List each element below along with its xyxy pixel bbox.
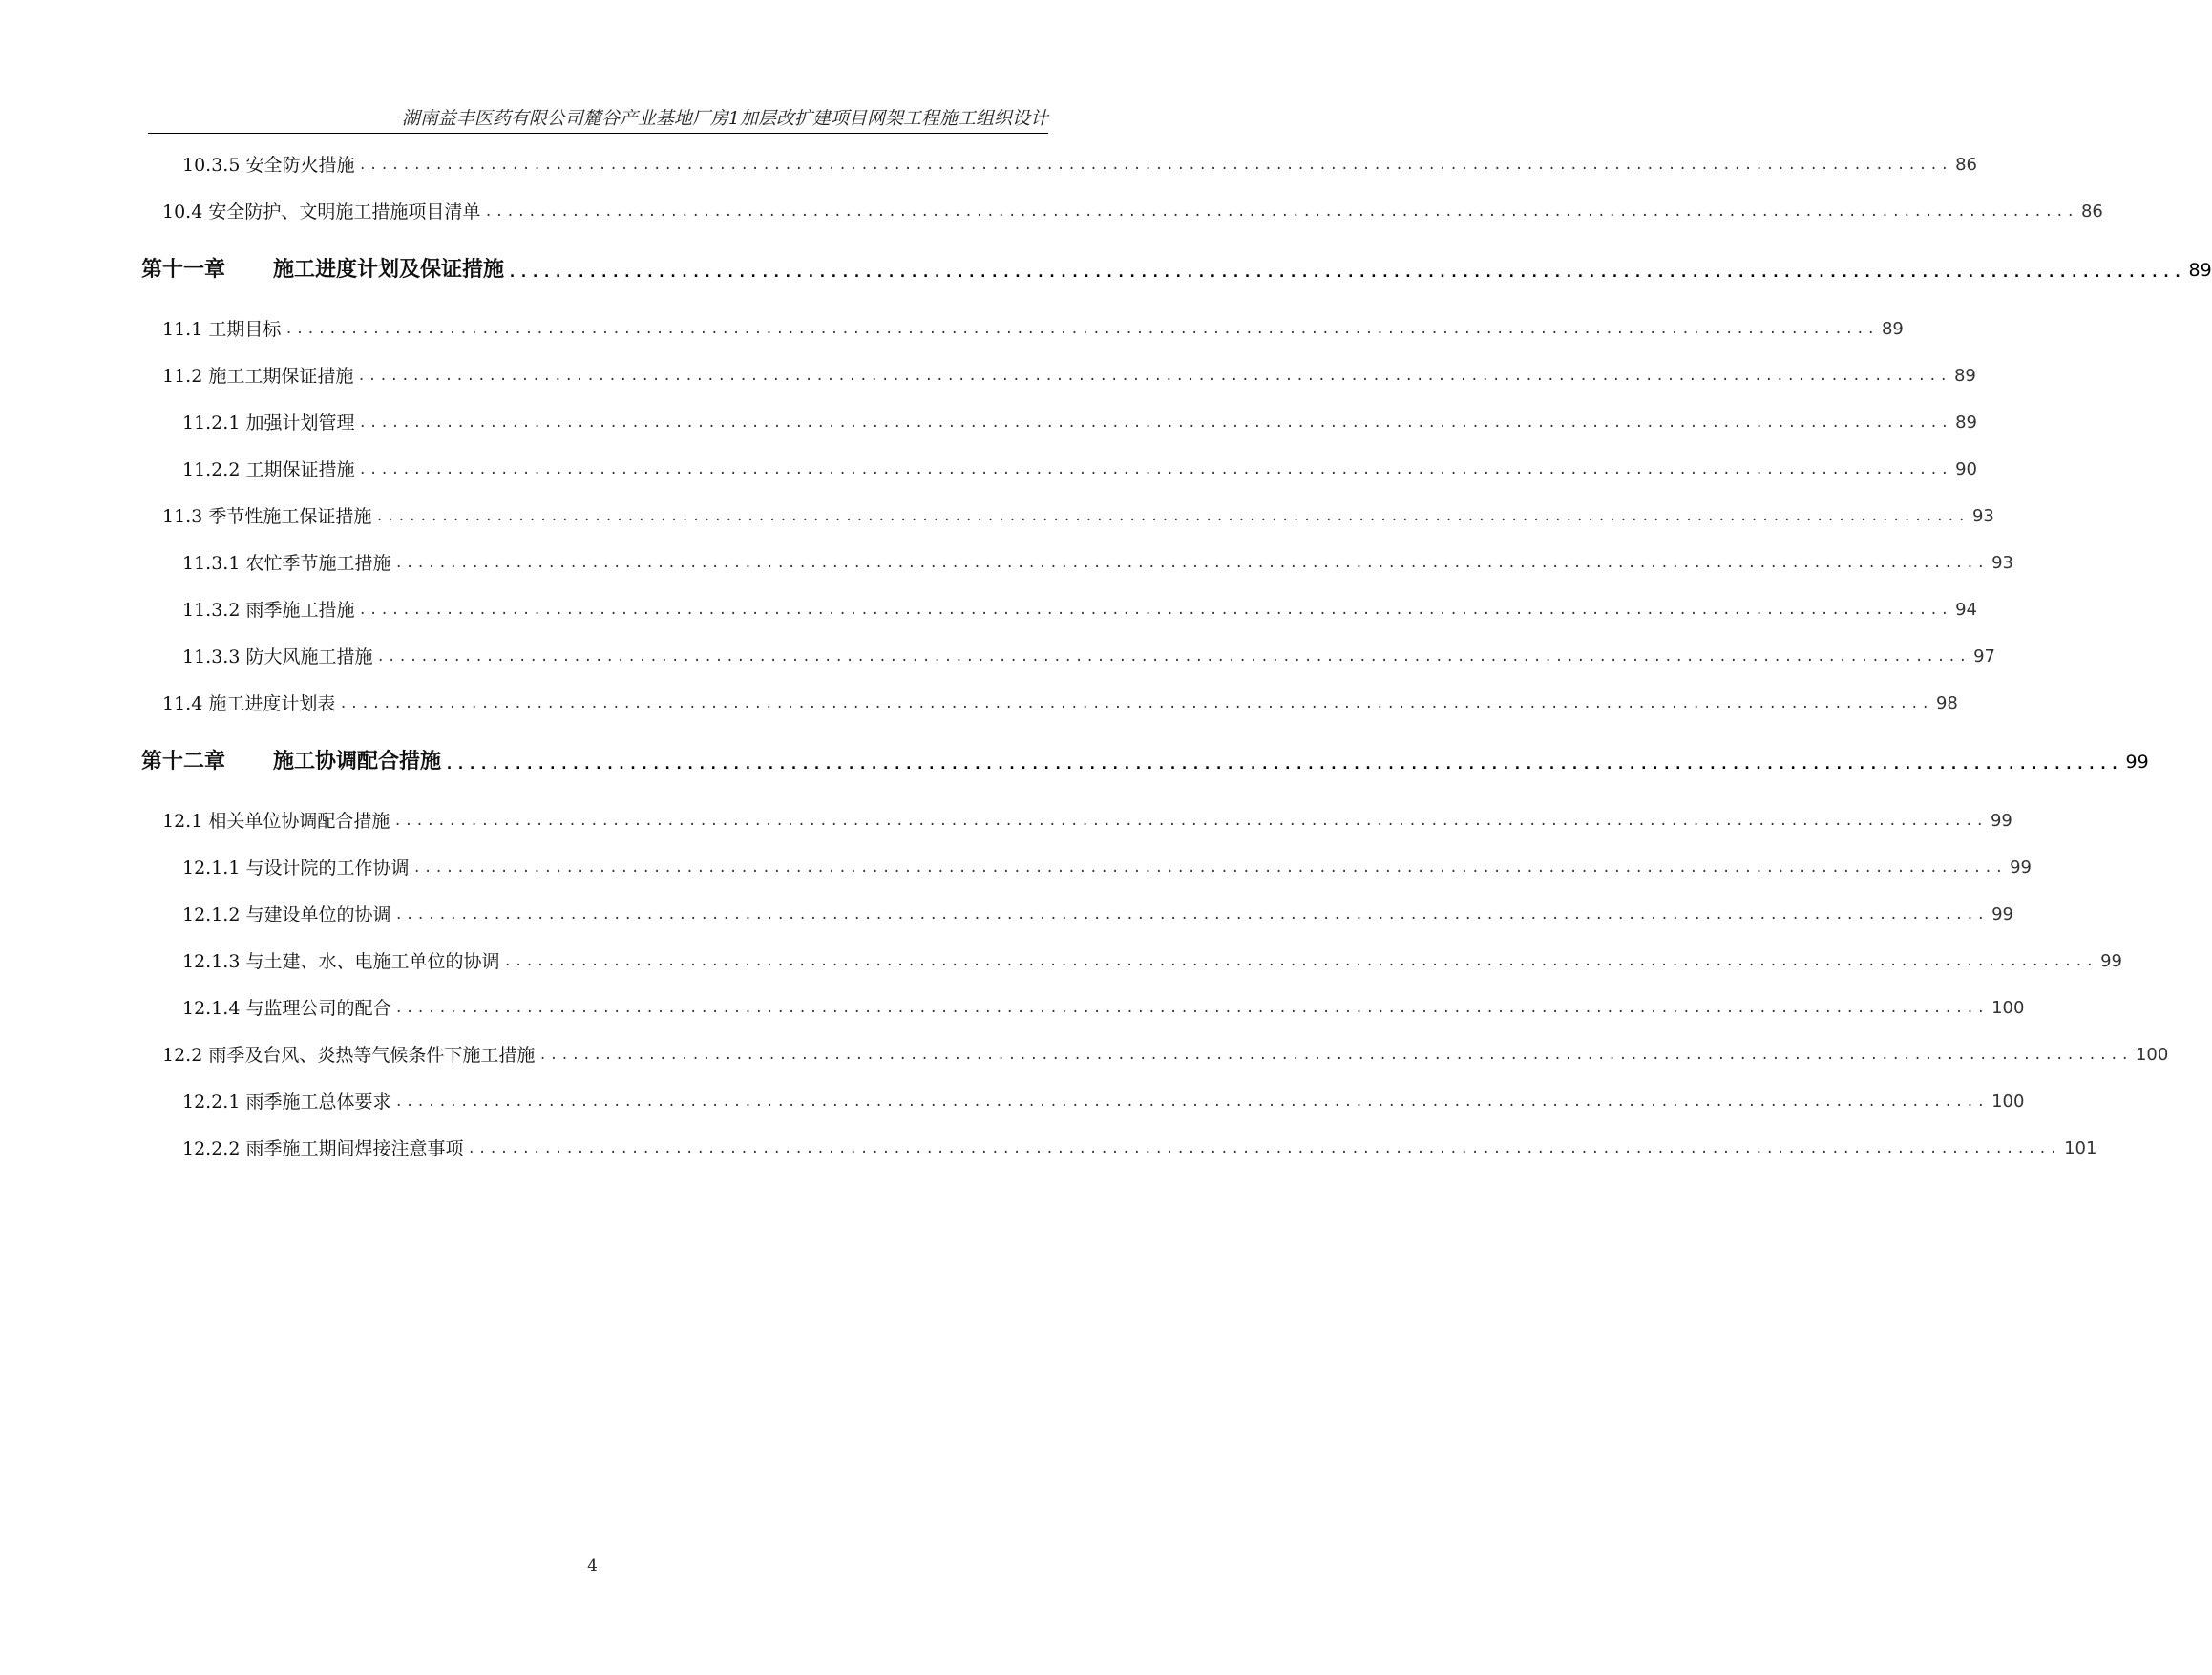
toc-page-number: 100 xyxy=(2135,1045,2169,1065)
toc-entry[interactable] xyxy=(182,551,2013,576)
toc-entry[interactable] xyxy=(162,691,1958,716)
toc-dot-leader: .................................................................................................................................................. xyxy=(375,509,1969,524)
toc-entry-label: 12.1.4 与监理公司的配合 xyxy=(182,998,391,1019)
toc-chapter-title: 施工协调配合措施 xyxy=(273,750,442,774)
toc-entry-label: 11.2 施工工期保证措施 xyxy=(162,366,354,387)
toc-entry[interactable] xyxy=(162,504,1994,529)
toc-entry-label: 12.1.3 与土建、水、电施工单位的协调 xyxy=(182,951,500,972)
toc-page-number: 99 xyxy=(1990,811,2012,831)
toc-entry-label: 11.3 季节性施工保证措施 xyxy=(162,506,372,527)
toc-dot-leader: .................................................................................................................................................. xyxy=(394,907,1989,922)
page-number: 4 xyxy=(587,1557,598,1576)
toc-entry-label: 11.1 工期目标 xyxy=(162,319,282,340)
toc-chapter-number: 第十一章 xyxy=(141,258,226,282)
toc-entry[interactable] xyxy=(182,457,1977,482)
toc-entry-label: 12.2.1 雨季施工总体要求 xyxy=(182,1092,391,1113)
toc-dot-leader: .................................................................................................................................................. xyxy=(503,954,2097,969)
toc-chapter-title: 施工进度计划及保证措施 xyxy=(273,258,505,282)
toc-dot-leader: .................................................................................................................................................. xyxy=(484,204,2077,220)
toc-dot-leader: .................................................................................................................................................. xyxy=(284,322,1878,337)
toc-entry[interactable] xyxy=(182,949,2122,974)
toc-entry[interactable] xyxy=(182,411,1977,435)
toc-entry[interactable] xyxy=(162,317,1904,342)
toc-dot-leader: .................................................................................................................................................. xyxy=(358,158,1952,173)
toc-dot-leader: .................................................................................................................................................. xyxy=(394,1001,1989,1016)
toc-page-number: 101 xyxy=(2064,1138,2097,1158)
toc-dot-leader: .................................................................................................................................................. xyxy=(358,603,1952,618)
toc-page-number: 99 xyxy=(2125,752,2149,773)
toc-page-number: 100 xyxy=(1991,1092,2025,1112)
toc-page-number: 98 xyxy=(1935,693,1958,713)
toc-page-number: 86 xyxy=(1955,155,1977,175)
toc-entry[interactable] xyxy=(182,598,1977,623)
toc-chapter-heading xyxy=(141,748,441,776)
toc-page-number: 89 xyxy=(1955,413,1977,433)
toc-dot-leader: .................................................................................................................................................. xyxy=(467,1141,2061,1156)
toc-dot-leader: .................................................................................................................................................. xyxy=(412,860,2007,876)
toc-dot-leader: .................................................................................................................................................. xyxy=(358,415,1952,431)
toc-entry[interactable] xyxy=(182,1136,2097,1161)
toc-chapter-heading xyxy=(141,256,504,285)
toc-page-number: 93 xyxy=(1971,506,1994,526)
toc-chapter-entry[interactable] xyxy=(141,748,2149,776)
toc-entry-label: 12.1.1 与设计院的工作协调 xyxy=(182,858,410,879)
toc-entry[interactable] xyxy=(182,902,2013,927)
toc-entry-label: 11.3.1 农忙季节施工措施 xyxy=(182,553,391,574)
toc-entry-label: 11.2.1 加强计划管理 xyxy=(182,413,355,434)
toc-entry[interactable] xyxy=(162,809,2012,834)
toc-entry-label: 12.1 相关单位协调配合措施 xyxy=(162,811,390,832)
toc-entry-label: 10.4 安全防护、文明施工措施项目清单 xyxy=(162,201,481,223)
toc-page-number: 99 xyxy=(2100,951,2122,971)
toc-chapter-entry[interactable] xyxy=(141,256,2212,285)
toc-dot-leader: .................................................................................................................................................. xyxy=(357,369,1950,384)
toc-entry-label: 11.4 施工进度计划表 xyxy=(162,693,336,714)
toc-entry[interactable] xyxy=(182,1090,2025,1114)
toc-dot-leader: .................................................................................................................................................. xyxy=(508,264,2185,281)
toc-dot-leader: .................................................................................................................................................. xyxy=(339,696,1932,711)
toc-page-number: 99 xyxy=(2010,858,2032,878)
toc-entry-label: 12.1.2 与建设单位的协调 xyxy=(182,904,391,925)
toc-page-number: 90 xyxy=(1955,459,1977,479)
toc-entry-label: 10.3.5 安全防火措施 xyxy=(182,155,355,176)
toc-entry[interactable] xyxy=(162,364,1976,389)
toc-dot-leader: .................................................................................................................................................. xyxy=(358,462,1952,477)
toc-entry-label: 11.2.2 工期保证措施 xyxy=(182,459,355,480)
toc-chapter-number: 第十二章 xyxy=(141,750,226,774)
toc-page-number: 89 xyxy=(1881,319,1904,339)
toc-entry[interactable] xyxy=(162,1043,2169,1068)
toc-page-number: 86 xyxy=(2080,201,2103,222)
toc-entry[interactable] xyxy=(182,856,2032,880)
toc-entry[interactable] xyxy=(182,996,2025,1021)
toc-dot-leader: .................................................................................................................................................. xyxy=(393,814,1987,829)
toc-dot-leader: .................................................................................................................................................. xyxy=(376,649,1970,665)
toc-dot-leader: .................................................................................................................................................. xyxy=(394,556,1989,571)
toc-page-number: 93 xyxy=(1991,553,2013,573)
toc-page-number: 100 xyxy=(1991,998,2025,1018)
toc-dot-leader: .................................................................................................................................................. xyxy=(445,755,2122,773)
toc-entry[interactable] xyxy=(162,200,2103,224)
toc-entry-label: 11.3.2 雨季施工措施 xyxy=(182,600,355,621)
toc-page-number: 89 xyxy=(1953,366,1976,386)
toc-entry-label: 12.2 雨季及台风、炎热等气候条件下施工措施 xyxy=(162,1045,536,1066)
toc-entry[interactable] xyxy=(182,645,1995,669)
running-header: 湖南益丰医药有限公司麓谷产业基地厂房1加层改扩建项目网架工程施工组织设计 xyxy=(401,108,1048,129)
toc-entry-label: 12.2.2 雨季施工期间焊接注意事项 xyxy=(182,1138,464,1159)
toc-page-number: 97 xyxy=(1973,647,1995,667)
toc-entry[interactable] xyxy=(182,153,1977,178)
toc-page-number: 99 xyxy=(1991,904,2013,924)
toc-dot-leader: .................................................................................................................................................. xyxy=(394,1094,1989,1110)
toc-page-number: 89 xyxy=(2188,260,2212,281)
toc-dot-leader: .................................................................................................................................................. xyxy=(538,1048,2132,1063)
toc-page-number: 94 xyxy=(1955,600,1977,620)
toc-entry-label: 11.3.3 防大风施工措施 xyxy=(182,647,373,668)
